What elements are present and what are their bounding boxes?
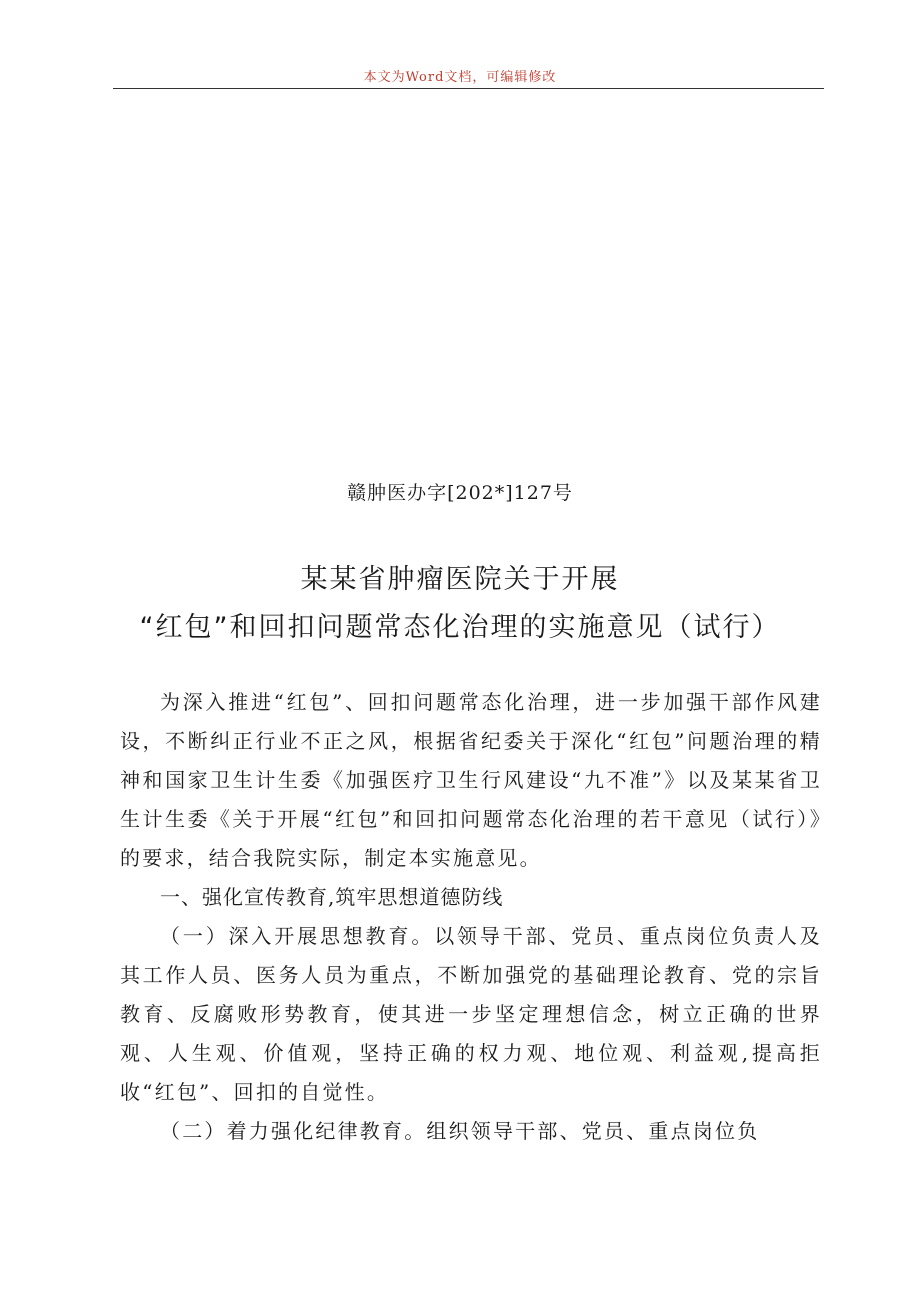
document-title-line-2: “红包”和回扣问题常态化治理的实施意见（试行）: [139, 612, 781, 643]
section-heading-1: 一、强化宣传教育,筑牢思想道德防线: [160, 885, 504, 909]
item-paragraph-1: （一）深入开展思想教育。以领导干部、党员、重点岗位负责人及其工作人员、医务人员为重点，不断加强党的基础理论教育、党的宗旨教育、反腐败形势教育，使其进一步坚定理想信念，树立正确的世界观、人生观、价值观，坚持正确的权力观、地位观、利益观,提高拒收“红包”、回扣的自觉性。: [120, 924, 822, 1104]
document-title-line-1: 某某省肿瘤医院关于开展: [300, 564, 620, 595]
intro-paragraph: 为深入推进“红包”、回扣问题常态化治理，进一步加强干部作风建设，不断纠正行业不正之风，根据省纪委关于深化“红包”问题治理的精神和国家卫生计生委《加强医疗卫生行风建设“九不准”》以及某某省卫生计生委《关于开展“红包”和回扣问题常态化治理的若干意见（试行）》的要求，结合我院实际，制定本实施意见。: [120, 690, 822, 870]
header-divider: [113, 88, 824, 89]
header-note: 本文为Word文档，可编辑修改: [363, 70, 557, 85]
document-body: [120, 683, 822, 1151]
document-number: 赣肿医办字[202*]127号: [347, 482, 573, 504]
item-paragraph-2: （二）着力强化纪律教育。组织领导干部、党员、重点岗位负: [160, 1119, 760, 1143]
